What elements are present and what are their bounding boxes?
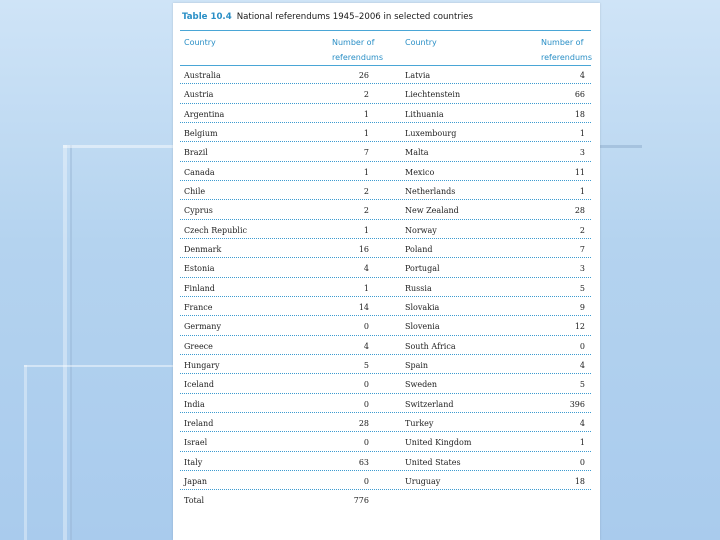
header-country-right: Country [405,38,437,47]
country-right-cell: Spain [405,360,429,370]
count-right-cell: 4 [579,418,585,428]
country-right-cell: Sweden [405,380,438,390]
country-right-cell: New Zealand [405,206,459,216]
count-right-cell: 18 [574,109,585,119]
count-left-cell: 16 [358,244,369,254]
table-row [180,220,591,239]
count-left-cell: 7 [363,148,369,158]
table-row [180,297,591,316]
country-right-cell: Liechtenstein [405,90,461,100]
count-left-cell: 0 [363,380,369,390]
count-right-cell: 5 [579,283,585,293]
count-left-cell: 0 [363,476,369,486]
count-right-cell: 1 [579,186,585,196]
table-body [180,65,591,510]
count-left-cell: 14 [358,302,369,312]
count-left-cell: 1 [363,128,369,138]
table-row [180,162,591,181]
total-value: 776 [353,496,369,506]
count-right-cell: 1 [579,128,585,138]
count-left-cell: 63 [358,457,369,467]
country-right-cell: United States [405,457,461,467]
table-caption [182,12,473,22]
header-count-right: Number of referendums [541,38,592,62]
count-left-cell: 2 [363,186,369,196]
count-left-cell: 0 [363,322,369,332]
count-left-cell: 1 [363,167,369,177]
count-left-cell: 0 [363,438,369,448]
country-left-cell: Finland [184,283,215,293]
country-right-cell: United Kingdom [405,438,472,448]
count-left-cell: 1 [363,109,369,119]
country-right-cell: Lithuania [405,109,444,119]
count-right-cell: 3 [579,148,585,158]
table-row [180,258,591,277]
table-row [180,316,591,335]
count-left-cell: 2 [363,90,369,100]
country-left-cell: Greece [184,341,213,351]
table-row [180,452,591,471]
count-left-cell: 4 [363,341,369,351]
country-left-cell: Israel [184,438,208,448]
header-country-left: Country [184,38,216,47]
count-right-cell: 18 [574,476,585,486]
table-row [180,355,591,374]
table-row [180,142,591,161]
count-right-cell: 9 [579,302,585,312]
country-left-cell: Canada [184,167,215,177]
table-row [180,84,591,103]
count-right-cell: 11 [574,167,585,177]
header-count-left: Number of referendums [332,38,383,62]
count-right-cell: 4 [579,71,585,80]
count-right-cell: 7 [579,244,585,254]
count-right-cell: 2 [579,225,585,235]
country-left-cell: Chile [184,186,206,196]
count-right-cell: 4 [579,360,585,370]
country-right-cell: Portugal [405,264,440,274]
table-row [180,123,591,142]
table-row [180,432,591,451]
count-left-cell: 5 [363,360,369,370]
country-left-cell: Cyprus [184,206,213,216]
country-left-cell: Estonia [184,264,215,274]
table-row [180,336,591,355]
country-left-cell: India [184,399,205,409]
country-right-cell: Malta [405,148,429,158]
count-left-cell: 2 [363,206,369,216]
table-row [180,200,591,219]
country-right-cell: Russia [405,283,432,293]
country-right-cell: Netherlands [405,186,456,196]
table-row [180,104,591,123]
country-left-cell: Ireland [184,418,214,428]
count-right-cell: 0 [579,457,585,467]
country-right-cell: Luxembourg [405,128,457,138]
country-left-cell: Belgium [184,128,218,138]
table-title: National referendums 1945–2006 in selected countries [236,12,474,22]
country-left-cell: Germany [184,322,221,332]
country-left-cell: Austria [184,90,214,100]
decorative-stripe [63,145,175,148]
table-row [180,181,591,200]
count-right-cell: 1 [579,438,585,448]
country-right-cell: South Africa [405,341,456,351]
count-left-cell: 26 [358,71,369,80]
decorative-stripe [600,145,642,148]
country-right-cell: Latvia [405,71,431,80]
table-row [180,239,591,258]
table-number: Table 10.4 [182,12,232,22]
country-right-cell: Slovenia [405,322,440,332]
decorative-stripe [24,365,27,540]
country-right-cell: Slovakia [405,302,440,312]
count-right-cell: 0 [579,341,585,351]
country-left-cell: France [184,302,213,312]
country-left-cell: Denmark [184,244,222,254]
country-left-cell: Czech Republic [184,225,247,235]
count-right-cell: 3 [579,264,585,274]
count-right-cell: 5 [579,380,585,390]
country-left-cell: Australia [184,71,221,80]
total-row [180,490,591,509]
country-left-cell: Argentina [184,109,225,119]
country-right-cell: Switzerland [405,399,454,409]
decorative-stripe [70,145,72,540]
country-right-cell: Turkey [405,418,434,428]
country-right-cell: Norway [405,225,437,235]
country-right-cell: Mexico [405,167,435,177]
table-row [180,413,591,432]
total-label: Total [184,496,205,506]
decorative-stripe [63,145,67,540]
country-right-cell: Poland [405,244,433,254]
country-left-cell: Japan [184,476,208,486]
table-row [180,374,591,393]
count-right-cell: 396 [569,399,585,409]
count-right-cell: 28 [574,206,585,216]
country-left-cell: Hungary [184,360,220,370]
count-left-cell: 1 [363,283,369,293]
table-row [180,471,591,490]
country-left-cell: Brazil [184,148,208,158]
count-right-cell: 12 [574,322,585,332]
country-left-cell: Italy [184,457,203,467]
count-left-cell: 1 [363,225,369,235]
count-left-cell: 0 [363,399,369,409]
country-right-cell: Uruguay [405,476,441,486]
count-left-cell: 28 [358,418,369,428]
table-row [180,65,591,84]
header-top-rule [180,30,591,31]
decorative-stripe [24,365,174,367]
table-document [173,3,600,540]
count-right-cell: 66 [574,90,585,100]
count-left-cell: 4 [363,264,369,274]
table-row [180,278,591,297]
country-left-cell: Iceland [184,380,214,390]
table-row [180,394,591,413]
